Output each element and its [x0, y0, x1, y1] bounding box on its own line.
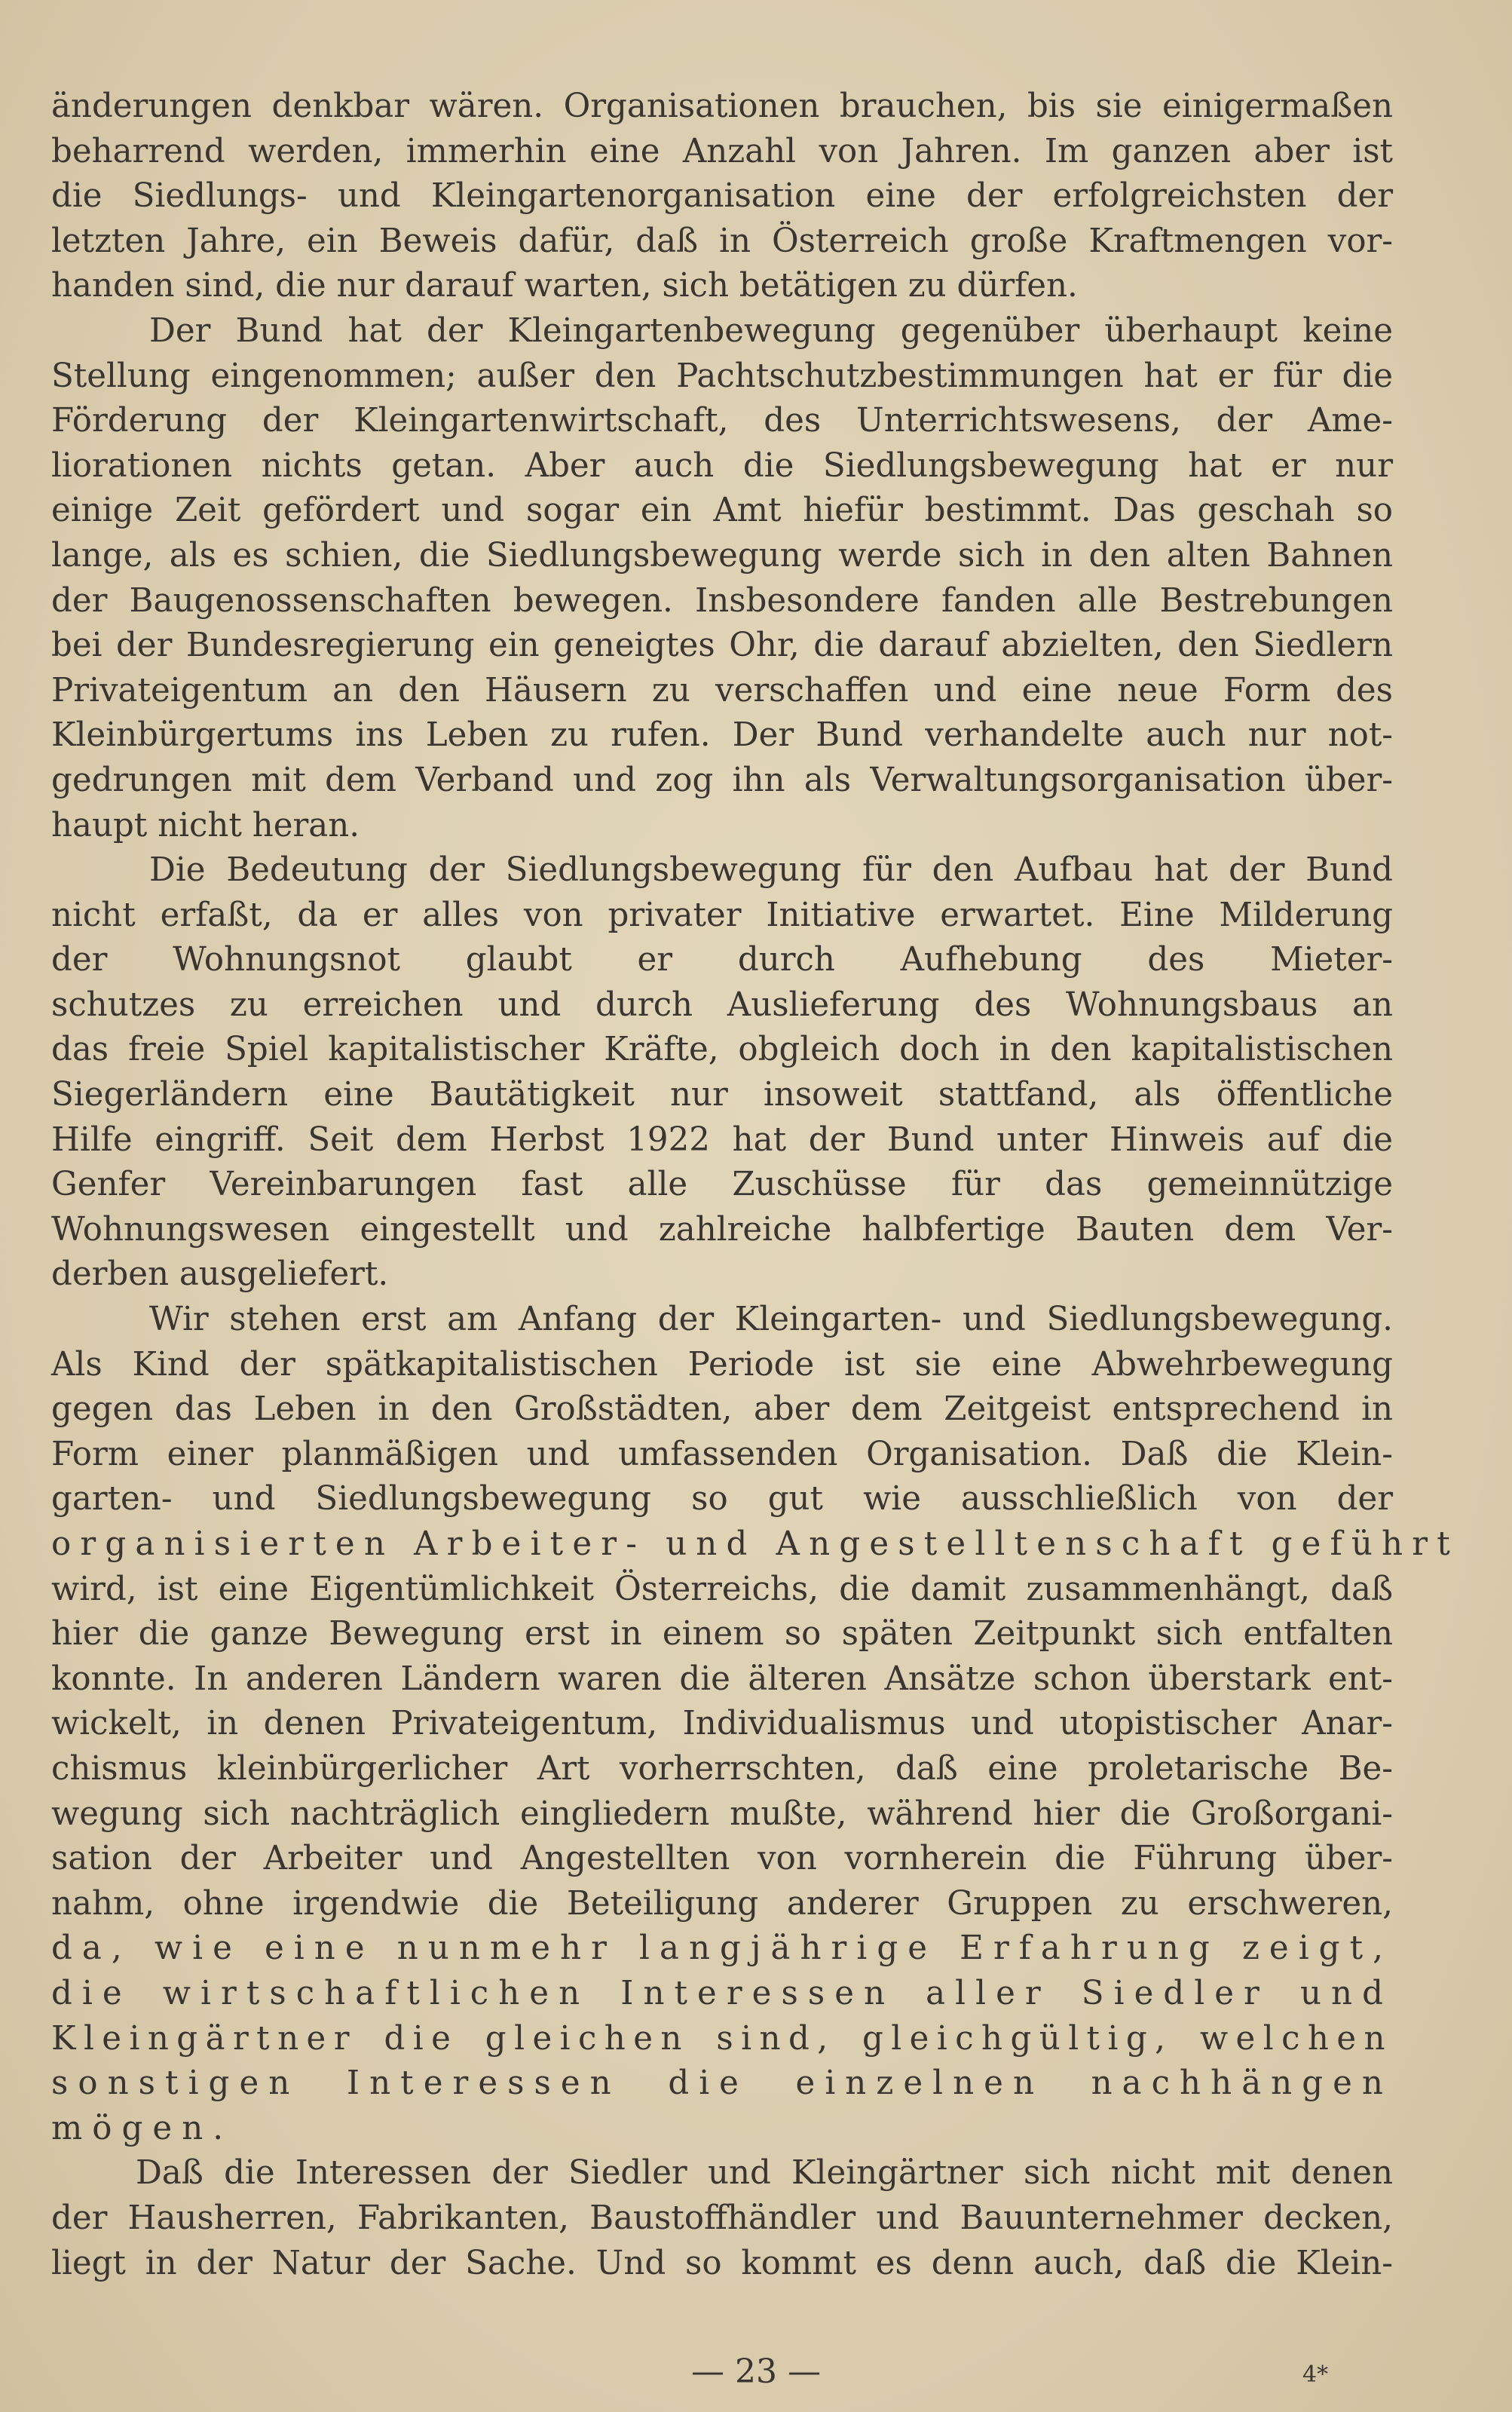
text-line: wegung sich nachträglich eingliedern mußte, während hier die Großorgani- [51, 1794, 1393, 1833]
text-line: der Hausherren, Fabrikanten, Baustoffhändler und Bauunternehmer decken, [51, 2199, 1393, 2237]
text-line: garten- und Siedlungsbewegung so gut wie ausschließlich von der [51, 1480, 1393, 1519]
spaced-text-line: sonstigen Interessen die einzelnen nachhängen [51, 2064, 1393, 2103]
text-line: änderungen denkbar wären. Organisationen brauchen, bis sie einigermaßen [51, 87, 1393, 125]
text-line: wird, ist eine Eigentümlichkeit Österreichs, die damit zusammenhängt, daß [51, 1570, 1393, 1608]
text-line: Siegerländern eine Bautätigkeit nur insoweit stattfand, als öffentliche [51, 1076, 1393, 1114]
text-line: der Wohnungsnot glaubt er durch Aufhebung des Mieter- [51, 941, 1393, 979]
spaced-text-line: organisierten Arbeiter- und Angestelltenschaft geführt [51, 1525, 1459, 1563]
text-line: sation der Arbeiter und Angestellten von vornherein die Führung über- [51, 1840, 1393, 1878]
text-line: gedrungen mit dem Verband und zog ihn als Verwaltungsorganisation über- [51, 761, 1393, 799]
text-line: Kleinbürgertums ins Leben zu rufen. Der Bund verhandelte auch nur not- [51, 716, 1393, 755]
text-line: wickelt, in denen Privateigentum, Individualismus und utopistischer Anar- [51, 1705, 1393, 1743]
text-line: Wohnungswesen eingestellt und zahlreiche halbfertige Bauten dem Ver- [51, 1210, 1393, 1249]
spaced-text-line: die wirtschaftlichen Interessen aller Siedler und [51, 1974, 1393, 2012]
text-line: konnte. In anderen Ländern waren die älteren Ansätze schon überstark ent- [51, 1660, 1393, 1698]
spaced-text-line: da, wie eine nunmehr langjährige Erfahrung zeigt, [51, 1929, 1393, 1968]
paragraph-start-line: Daß die Interessen der Siedler und Kleingärtner sich nicht mit denen [136, 2154, 1393, 2193]
text-line: das freie Spiel kapitalistischer Kräfte, obgleich doch in den kapitalistischen [51, 1031, 1393, 1069]
spaced-text-line: mögen. [51, 2109, 234, 2147]
text-line: chismus kleinbürgerlicher Art vorherrschten, daß eine proletarische Be- [51, 1749, 1393, 1788]
page-number: — 23 — [691, 2352, 821, 2391]
text-line: beharrend werden, immerhin eine Anzahl von Jahren. Im ganzen aber ist [51, 132, 1393, 170]
paragraph-start-line: Der Bund hat der Kleingartenbewegung gegenüber überhaupt keine [149, 311, 1393, 350]
text-line: einige Zeit gefördert und sogar ein Amt hiefür bestimmt. Das geschah so [51, 492, 1393, 530]
text-line: handen sind, die nur darauf warten, sich betätigen zu dürfen. [51, 267, 1078, 305]
text-line: Genfer Vereinbarungen fast alle Zuschüsse für das gemeinnützige [51, 1166, 1393, 1204]
text-line: liorationen nichts getan. Aber auch die Siedlungsbewegung hat er nur [51, 446, 1393, 485]
text-line: nahm, ohne irgendwie die Beteiligung anderer Gruppen zu erschweren, [51, 1884, 1393, 1923]
text-line: Privateigentum an den Häusern zu verschaffen und eine neue Form des [51, 671, 1393, 710]
text-line: Hilfe eingriff. Seit dem Herbst 1922 hat der Bund unter Hinweis auf die [51, 1120, 1393, 1159]
text-line: Förderung der Kleingartenwirtschaft, des Unterrichtswesens, der Ame- [51, 402, 1393, 440]
text-line: der Baugenossenschaften bewegen. Insbesondere fanden alle Bestrebungen [51, 581, 1393, 620]
text-line: bei der Bundesregierung ein geneigtes Ohr, die darauf abzielten, den Siedlern [51, 627, 1393, 665]
text-line: gegen das Leben in den Großstädten, aber dem Zeitgeist entsprechend in [51, 1390, 1393, 1429]
body-text [51, 84, 1459, 2286]
text-line: haupt nicht heran. [51, 806, 360, 844]
text-line: die Siedlungs- und Kleingartenorganisation eine der erfolgreichsten der [51, 177, 1393, 216]
paragraph-start-line: Die Bedeutung der Siedlungsbewegung für den Aufbau hat der Bund [149, 851, 1393, 890]
text-line: hier die ganze Bewegung erst in einem so späten Zeitpunkt sich entfalten [51, 1615, 1393, 1653]
spaced-text-line: Kleingärtner die gleichen sind, gleichgültig, welchen [51, 2019, 1393, 2058]
paragraph-start-line: Wir stehen erst am Anfang der Kleingarten- und Siedlungsbewegung. [149, 1301, 1393, 1339]
text-line: schutzes zu erreichen und durch Auslieferung des Wohnungsbaus an [51, 985, 1393, 1024]
text-line: nicht erfaßt, da er alles von privater Initiative erwartet. Eine Milderung [51, 896, 1393, 934]
text-line: letzten Jahre, ein Beweis dafür, daß in Österreich große Kraftmengen vor- [51, 222, 1393, 260]
text-line: Als Kind der spätkapitalistischen Periode ist sie eine Abwehrbewegung [51, 1345, 1393, 1384]
text-line: derben ausgeliefert. [51, 1255, 389, 1294]
signature-mark: 4* [1302, 2361, 1329, 2388]
text-line: liegt in der Natur der Sache. Und so kommt es denn auch, daß die Klein- [51, 2244, 1393, 2282]
text-line: Stellung eingenommen; außer den Pachtschutzbestimmungen hat er für die [51, 357, 1393, 395]
text-line: lange, als es schien, die Siedlungsbewegung werde sich in den alten Bahnen [51, 536, 1393, 575]
text-line: Form einer planmäßigen und umfassenden Organisation. Daß die Klein- [51, 1435, 1393, 1473]
